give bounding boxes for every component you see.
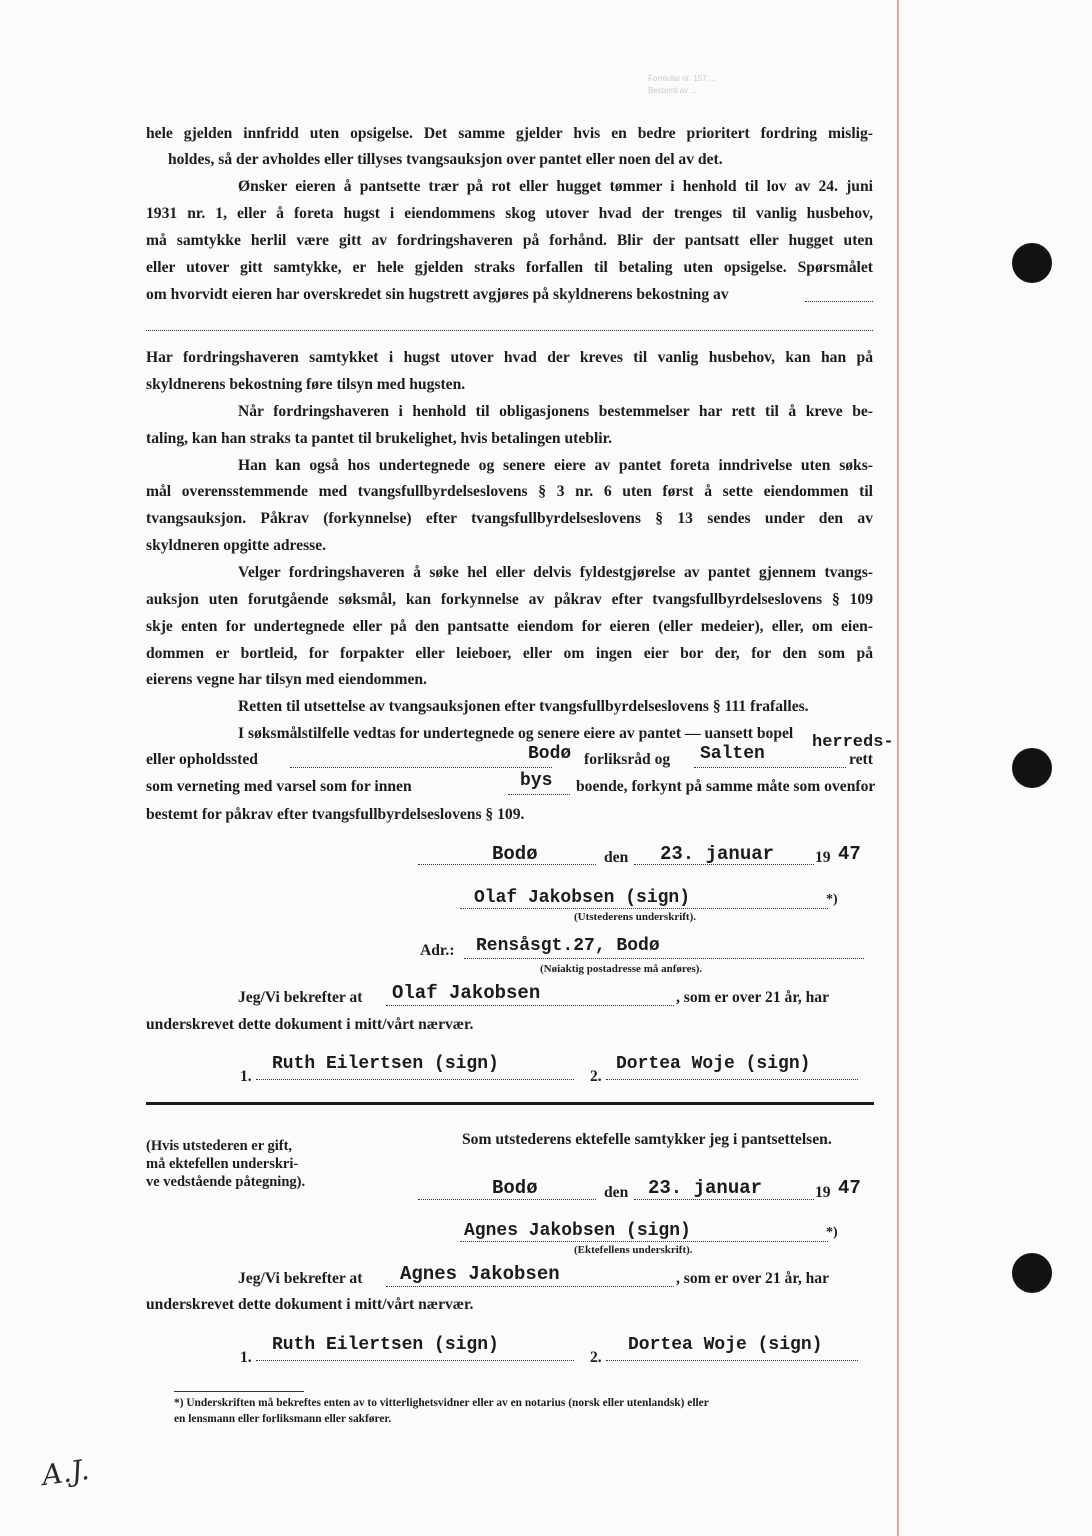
body-line: Har fordringshaveren samtykket i hugst utover hvad der kreves til vanlig husbehov, kan han på [146, 349, 873, 366]
venue-line3-b: boende, forkynt på samme måte som ovenfor [576, 778, 876, 795]
spouse-note-line: må ektefellen underskri- [146, 1156, 299, 1172]
spouse-year: 47 [838, 1177, 861, 1199]
blank-line [386, 1286, 674, 1287]
venue-district: Salten [700, 744, 765, 764]
footnote-line: en lensmann eller forliksmann eller sakfører. [174, 1413, 392, 1425]
body-line: må samtykke herlil være gitt av fordringshaveren på forhånd. Blir der pantsatt eller hugget uten [146, 232, 873, 249]
footnote-rule [174, 1391, 304, 1392]
blank-line [290, 767, 552, 768]
signing-place: Bodø [492, 843, 538, 865]
blank-line [508, 794, 570, 795]
spouse-witness-2-number: 2. [590, 1349, 602, 1366]
witness-1-number: 1. [240, 1068, 252, 1085]
signing-year-prefix: 19 [815, 849, 831, 866]
witness-confirm-age: , som er over 21 år, har [676, 989, 830, 1006]
body-line: Når fordringshaveren i henhold til obligasjonens bestemmelser har rett til å kreve be- [238, 403, 873, 420]
body-line: Han kan også hos undertegnede og senere eiere av pantet foreta inndrivelse uten søks- [238, 457, 873, 474]
margin-rule [897, 0, 899, 1536]
venue-court-type: herreds- [812, 733, 894, 752]
spouse-signature-star: *) [826, 1225, 838, 1240]
spouse-signing-date: 23. januar [648, 1177, 763, 1199]
signature-line [460, 1241, 828, 1242]
address-label: Adr.: [420, 942, 455, 959]
address-line [464, 958, 864, 959]
signature-line [256, 1079, 574, 1080]
body-line: tvangsauksjon. Påkrav (forkynnelse) efter tvangsfullbyrdelseslovens § 13 sendes under den av [146, 510, 873, 527]
footnote-line: *) Underskriften må bekreftes enten av to vitterlighetsvidner eller av en notarius (norsk eller utenlandsk) eller [174, 1397, 709, 1409]
venue-line3-a: som verneting med varsel som for innen [146, 778, 412, 795]
header-faint-line2: Bestemt av ... [648, 86, 697, 95]
body-line: taling, kan han straks ta pantet til brukelighet, hvis betalingen uteblir. [146, 430, 613, 447]
issuer-signature: Olaf Jakobsen (sign) [474, 888, 691, 908]
spouse-witness-2-signature: Dortea Woje (sign) [628, 1335, 823, 1355]
body-line: hele gjelden innfridd uten opsigelse. Det samme gjelder hvis en bedre prioritert fordring mislig- [146, 125, 873, 142]
spouse-confirm-age: , som er over 21 år, har [676, 1270, 830, 1287]
issuer-signature-caption: (Utstederens underskrift). [574, 911, 697, 923]
spouse-signature-caption: (Ektefellens underskrift). [574, 1244, 693, 1256]
punch-hole-middle [1012, 748, 1052, 788]
spouse-witness-1-number: 1. [240, 1349, 252, 1366]
spouse-signing-den: den [604, 1184, 629, 1201]
body-line: Velger fordringshaveren å søke hel eller delvis fyldestgjørelse av pantet gjennem tvangs- [238, 564, 873, 581]
header-faint-line1: Formular nr. 157 ... [648, 74, 716, 83]
spouse-note-line: (Hvis utstederen er gift, [146, 1138, 293, 1154]
body-line: holdes, så der avholdes eller tillyses tvangsauksjon over pantet eller noen del av det. [168, 151, 723, 168]
spouse-confirm-name: Agnes Jakobsen [400, 1263, 560, 1285]
witness-confirm-name: Olaf Jakobsen [392, 982, 541, 1004]
issuer-signature-star: *) [826, 892, 838, 907]
witness-confirm-text: Jeg/Vi bekrefter at [238, 989, 363, 1006]
body-line: eller utover gitt samtykke, er hele gjelden straks forfallen til betaling uten opsigelse. Spørsmålet [146, 259, 873, 276]
venue-mid-text: forliksråd og [584, 751, 671, 768]
spouse-note-line: ve vedstående påtegning). [146, 1174, 306, 1190]
witness-1-signature: Ruth Eilertsen (sign) [272, 1054, 499, 1074]
signature-line [606, 1079, 858, 1080]
section-divider [146, 1102, 874, 1105]
margin-initials: A.J. [39, 1452, 92, 1493]
spouse-confirm-text: Jeg/Vi bekrefter at [238, 1270, 363, 1287]
venue-town-type: bys [520, 771, 553, 791]
signature-line [606, 1360, 858, 1361]
body-line: auksjon uten forutgående søksmål, kan forkynnelse av påkrav efter tvangsfullbyrdelseslovens § 109 [146, 591, 873, 608]
signing-date: 23. januar [660, 843, 775, 865]
signature-line [460, 908, 828, 909]
witness-2-number: 2. [590, 1068, 602, 1085]
body-line: mål overensstemmende med tvangsfullbyrdelseslovens § 3 nr. 6 uten først å sette eiendommen til [146, 483, 873, 500]
blank-line [146, 330, 873, 331]
body-line: 1931 nr. 1, eller å foreta hugst i eiendommens skog utover hvad der trenges til vanlig husbehov, [146, 205, 873, 222]
blank-line [634, 1199, 814, 1200]
blank-line [694, 767, 846, 768]
body-line: I søksmålstilfelle vedtas for undertegnede og senere eiere av pantet — uansett bopel [238, 725, 794, 742]
witness-confirm-presence: underskrevet dette dokument i mitt/vårt nærvær. [146, 1016, 474, 1033]
body-line: skje enten for undertegnede eller på den pantsatte eiendom for eieren (eller medeier), eller, om eien- [146, 618, 873, 635]
blank-line [805, 301, 873, 302]
address-caption: (Nøiaktig postadresse må anføres). [540, 963, 703, 975]
punch-hole-bottom [1012, 1253, 1052, 1293]
spouse-note [146, 1137, 305, 1191]
signature-line [256, 1360, 574, 1361]
spouse-signature: Agnes Jakobsen (sign) [464, 1221, 691, 1241]
spouse-witness-1-signature: Ruth Eilertsen (sign) [272, 1335, 499, 1355]
body-line: skyldneren opgitte adresse. [146, 537, 327, 554]
blank-line [386, 1005, 674, 1006]
body-line: Ønsker eieren å pantsette trær på rot eller hugget tømmer i henhold til lov av 24. juni [238, 178, 873, 195]
body-line: skyldnerens bekostning føre tilsyn med hugsten. [146, 376, 466, 393]
spouse-year-prefix: 19 [815, 1184, 831, 1201]
venue-label: eller opholdssted [146, 751, 258, 768]
spouse-signing-place: Bodø [492, 1177, 538, 1199]
witness-2-signature: Dortea Woje (sign) [616, 1054, 811, 1074]
venue-end-text: rett [849, 751, 873, 768]
spouse-consent: Som utstederens ektefelle samtykker jeg i pantsettelsen. [462, 1131, 832, 1148]
signing-den: den [604, 849, 629, 866]
body-line: bestemt for påkrav efter tvangsfullbyrdelseslovens § 109. [146, 806, 525, 823]
body-line: om hvorvidt eieren har overskredet sin hugstrett avgjøres på skyldnerens bekostning av [146, 286, 729, 303]
punch-hole-top [1012, 243, 1052, 283]
signing-year: 47 [838, 843, 861, 865]
body-line: eierens vegne har tilsyn med eiendommen. [146, 671, 427, 688]
issuer-address: Rensåsgt.27, Bodø [476, 936, 660, 956]
blank-line [418, 1199, 596, 1200]
venue-place: Bodø [528, 744, 572, 764]
body-line: Retten til utsettelse av tvangsauksjonen efter tvangsfullbyrdelseslovens § 111 frafalles. [238, 698, 809, 715]
spouse-confirm-presence: underskrevet dette dokument i mitt/vårt nærvær. [146, 1296, 474, 1313]
body-line: dommen er bortleid, for forpakter eller leieboer, eller om ingen eier bor der, for den som på [146, 645, 873, 662]
